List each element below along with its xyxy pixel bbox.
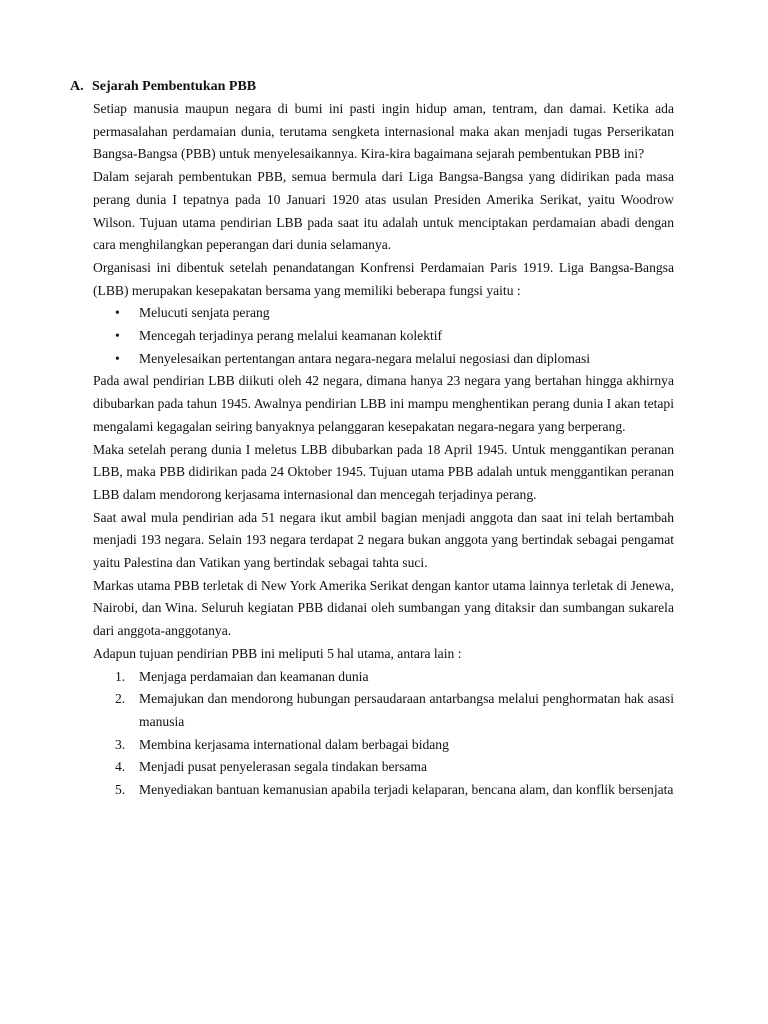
lbb-functions-list: [93, 302, 674, 370]
list-item: [93, 688, 674, 733]
list-item: [93, 779, 674, 802]
list-item-text: Melucuti senjata perang: [139, 305, 270, 321]
list-number: 5.: [115, 782, 126, 798]
paragraph-lbb-functions: Organisasi ini dibentuk setelah penandatangan Konfrensi Perdamaian Paris 1919. Liga Bangsa-Bangsa (LBB) merupakan kesepakatan bersama yang memiliki beberapa fungsi yaitu :: [93, 259, 674, 298]
paragraph-intro: Setiap manusia maupun negara di bumi ini pasti ingin hidup aman, tentram, dan damai. Ketika ada permasalahan perdamaian dunia, terutama sengketa internasional maka akan menjadi tugas Perserikatan Bangsa-Bangsa (PBB) untuk menyelesaikannya. Kira-kira bagaimana sejarah pembentukan PBB ini?: [93, 101, 674, 162]
paragraph-lbb-history: Dalam sejarah pembentukan PBB, semua bermula dari Liga Bangsa-Bangsa yang didirikan pada masa perang dunia I tepatnya pada 10 Januari 1920 atas usulan Presiden Amerika Serikat, yaitu Woodrow Wilson. Tujuan utama pendirian LBB pada saat itu adalah untuk menciptakan perdamaian abadi dengan cara menghilangkan peperangan dari dunia selamanya.: [93, 169, 674, 253]
list-item: [93, 302, 674, 325]
list-number: 2.: [115, 691, 126, 707]
section-heading: [70, 76, 768, 98]
pbb-goals-list: [93, 666, 674, 802]
list-item: [93, 734, 674, 757]
list-item-text: Menyediakan bantuan kemanusian apabila terjadi kelaparan, bencana alam, dan konflik bersenjata: [139, 782, 674, 798]
list-number: 3.: [115, 736, 126, 752]
list-item: [93, 348, 674, 371]
list-number: 1.: [115, 668, 126, 684]
list-item-text: Menjadi pusat penyelerasan segala tindakan bersama: [139, 759, 427, 775]
list-item-text: Mencegah terjadinya perang melalui keamanan kolektif: [139, 328, 443, 344]
section-number: A.: [70, 79, 84, 94]
bullet-icon: •: [115, 328, 120, 344]
section-title: Sejarah Pembentukan PBB: [92, 79, 257, 94]
list-number: 4.: [115, 759, 126, 775]
paragraph-lbb-members: Pada awal pendirian LBB diikuti oleh 42 negara, dimana hanya 23 negara yang bertahan hingga akhirnya dibubarkan pada tahun 1945. Awalnya pendirian LBB ini mampu menghentikan perang dunia I akan tetapi mengalami kegagalan seiring banyaknya pelanggaran kesepakatan negara-negara yang berperang.: [93, 373, 674, 434]
list-item-text: Menjaga perdamaian dan keamanan dunia: [139, 668, 369, 684]
section-body: [93, 98, 674, 802]
list-item-text: Menyelesaikan pertentangan antara negara-negara melalui negosiasi dan diplomasi: [139, 350, 591, 366]
list-item: [93, 756, 674, 779]
list-item-text: Memajukan dan mendorong hubungan persaudaraan antarbangsa melalui penghormatan hak asasi manusia: [139, 691, 674, 729]
bullet-icon: •: [115, 305, 120, 321]
list-item: [93, 325, 674, 348]
list-item: [93, 666, 674, 689]
bullet-icon: •: [115, 350, 120, 366]
paragraph-pbb-headquarters: Markas utama PBB terletak di New York Amerika Serikat dengan kantor utama lainnya terletak di Jenewa, Nairobi, dan Wina. Seluruh kegiatan PBB didanai oleh sumbangan yang ditaksir dan sumbangan sukarela dari anggota-anggotanya.: [93, 577, 674, 639]
paragraph-pbb-members: Saat awal mula pendirian ada 51 negara ikut ambil bagian menjadi anggota dan saat ini telah bertambah menjadi 193 negara. Selain 193 negara terdapat 2 negara bukan anggota yang bertindak sebagai pengamat yaitu Palestina dan Vatikan yang bertindak sebagai tahta suci.: [93, 509, 674, 571]
list-item-text: Membina kerjasama international dalam berbagai bidang: [139, 736, 449, 752]
paragraph-pbb-founding: Maka setelah perang dunia I meletus LBB dibubarkan pada 18 April 1945. Untuk menggantikan peranan LBB, maka PBB didirikan pada 24 Oktober 1945. Tujuan utama PBB adalah untuk menggantikan peranan LBB dalam mendorong kerjasama internasional dan mencegah terjadinya perang.: [93, 441, 674, 502]
paragraph-pbb-goals: Adapun tujuan pendirian PBB ini meliputi 5 hal utama, antara lain :: [93, 645, 462, 661]
